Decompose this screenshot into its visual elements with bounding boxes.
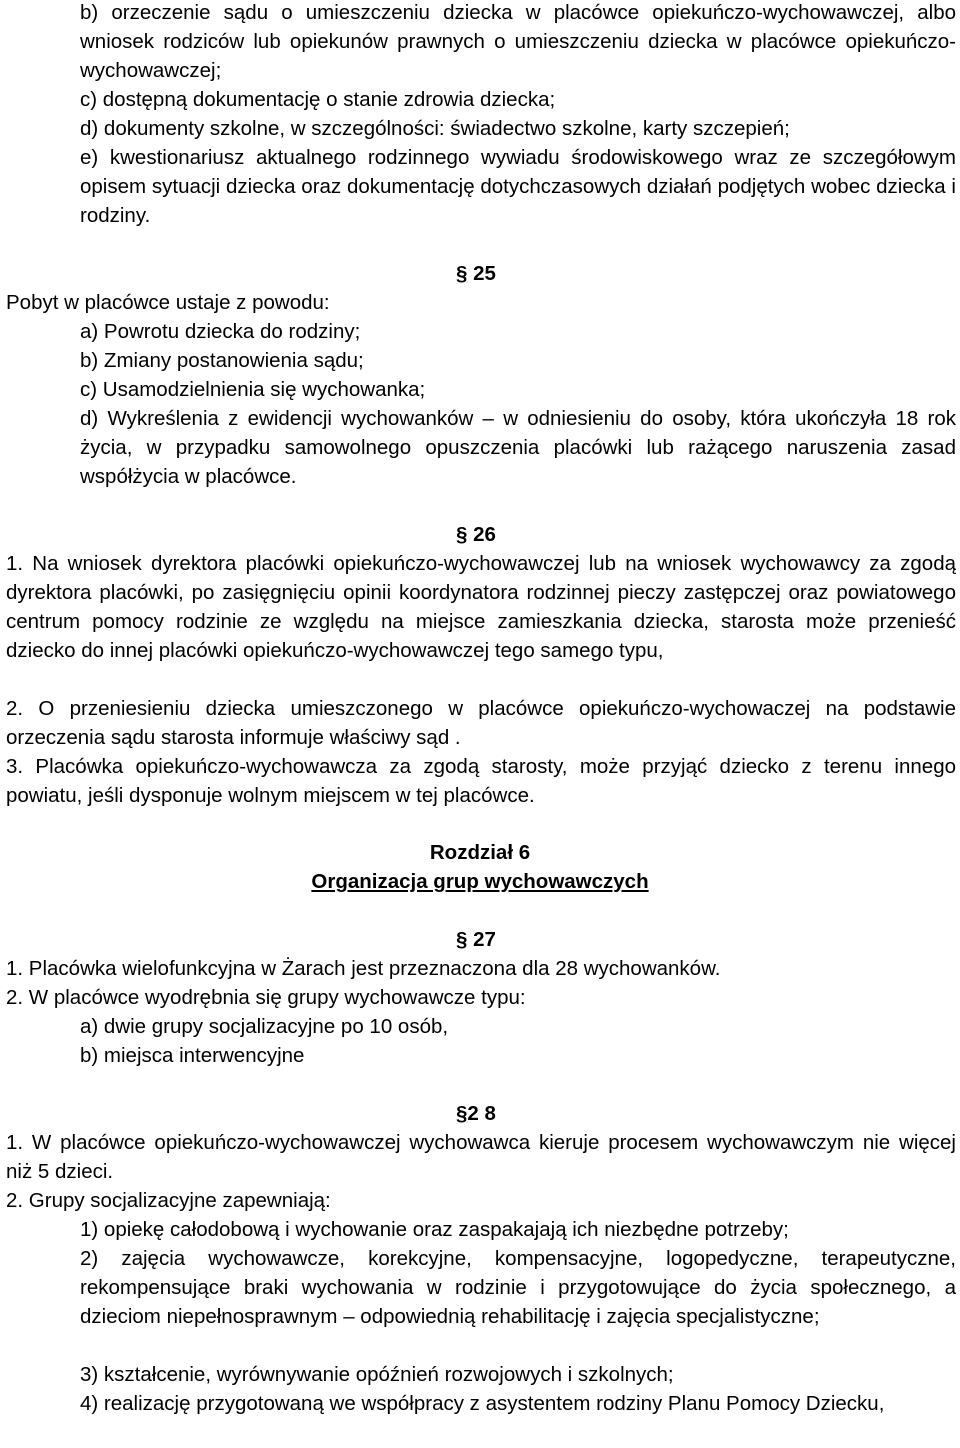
section-sign: § bbox=[456, 523, 468, 546]
list-item-4: 4) realizację przygotowaną we współpracy z asystentem rodziny Planu Pomocy Dziecku, bbox=[80, 1392, 885, 1415]
paragraph-intro: Pobyt w placówce ustaje z powodu: bbox=[6, 291, 330, 314]
list-item-a: a) dwie grupy socjalizacyjne po 10 osób, bbox=[80, 1015, 449, 1038]
list-item-2: 2) zajęcia wychowawcze, korekcyjne, kompensacyjne, logopedyczne, terapeutyczne, rekompensujące braki wychowania w rodzinie i przygotowujące do życia społecznego, a dzieciom niepełnosprawnym – odpowiednią rehabilitację i zajęcia specjalistyczne; bbox=[80, 1247, 956, 1328]
paragraph-3: 3. Placówka opiekuńczo-wychowawcza za zgodą starosty, może przyjąć dziecko z terenu innego powiatu, jeśli dysponuje wolnym miejscem w tej placówce. bbox=[6, 755, 956, 807]
paragraph-1: 1. Na wniosek dyrektora placówki opiekuńczo-wychowawczej lub na wniosek wychowawcy za zgodą dyrektora placówki, po zasięgnięciu opinii koordynatora rodzinnej pieczy zastępczej oraz powiatowego centrum pomocy rodzinie ze względu na miejsce zamieszkania dziecka, starosta może przenieść dziecko do innej placówki opiekuńczo-wychowawczej tego samego typu, bbox=[6, 552, 956, 662]
list-item-d: d) Wykreślenia z ewidencji wychowanków – w odniesieniu do osoby, która ukończyła 18 rok życia, w przypadku samowolnego opuszczenia placówki lub rażącego naruszenia zasad współżycia w placówce. bbox=[80, 407, 956, 488]
section-number: 27 bbox=[473, 928, 496, 951]
list-item-d: d) dokumenty szkolne, w szczególności: świadectwo szkolne, karty szczepień; bbox=[80, 117, 790, 140]
list-item-b: b) miejsca interwencyjne bbox=[80, 1044, 305, 1067]
list-item-a: a) Powrotu dziecka do rodziny; bbox=[80, 320, 361, 343]
paragraph-2: 2. Grupy socjalizacyjne zapewniają: bbox=[6, 1189, 331, 1212]
section-heading-26 bbox=[456, 520, 496, 549]
section-heading-28 bbox=[456, 1099, 496, 1128]
section-sign: § bbox=[456, 262, 468, 285]
paragraph-2: 2. O przeniesieniu dziecka umieszczonego w placówce opiekuńczo-wychowaczej na podstawie orzeczenia sądu starosta informuje właściwy sąd . bbox=[6, 697, 956, 749]
section-number: 26 bbox=[473, 523, 496, 546]
list-item-1: 1) opiekę całodobową i wychowanie oraz zaspakajają ich niezbędne potrzeby; bbox=[80, 1218, 789, 1241]
list-item-3: 3) kształcenie, wyrównywanie opóźnień rozwojowych i szkolnych; bbox=[80, 1363, 674, 1386]
section-heading-27 bbox=[456, 925, 496, 954]
chapter-title: Organizacja grup wychowawczych bbox=[311, 870, 649, 893]
paragraph-1: 1. W placówce opiekuńczo-wychowawczej wychowawca kieruje procesem wychowawczym nie więcej niż 5 dzieci. bbox=[6, 1131, 956, 1183]
list-item-b: b) Zmiany postanowienia sądu; bbox=[80, 349, 364, 372]
section-number: 2 8 bbox=[467, 1102, 496, 1125]
list-item-b: b) orzeczenie sądu o umieszczeniu dziecka w placówce opiekuńczo-wychowawczej, albo wniosek rodziców lub opiekunów prawnych o umieszczeniu dziecka w placówce opiekuńczo-wychowawczej; bbox=[80, 1, 956, 82]
list-item-c: c) Usamodzielnienia się wychowanka; bbox=[80, 378, 426, 401]
chapter-number: Rozdział 6 bbox=[429, 841, 531, 864]
paragraph-2: 2. W placówce wyodrębnia się grupy wychowawcze typu: bbox=[6, 986, 526, 1009]
paragraph-1: 1. Placówka wielofunkcyjna w Żarach jest przeznaczona dla 28 wychowanków. bbox=[6, 957, 721, 980]
section-sign: § bbox=[456, 928, 468, 951]
list-item-e: e) kwestionariusz aktualnego rodzinnego wywiadu środowiskowego wraz ze szczegółowym opisem sytuacji dziecka oraz dokumentację dotychczasowych działań podjętych wobec dziecka i rodziny. bbox=[80, 146, 956, 227]
list-item-c: c) dostępną dokumentację o stanie zdrowia dziecka; bbox=[80, 88, 556, 111]
section-number: 25 bbox=[473, 262, 496, 285]
section-heading-25 bbox=[456, 259, 496, 288]
section-sign: § bbox=[456, 1102, 468, 1125]
